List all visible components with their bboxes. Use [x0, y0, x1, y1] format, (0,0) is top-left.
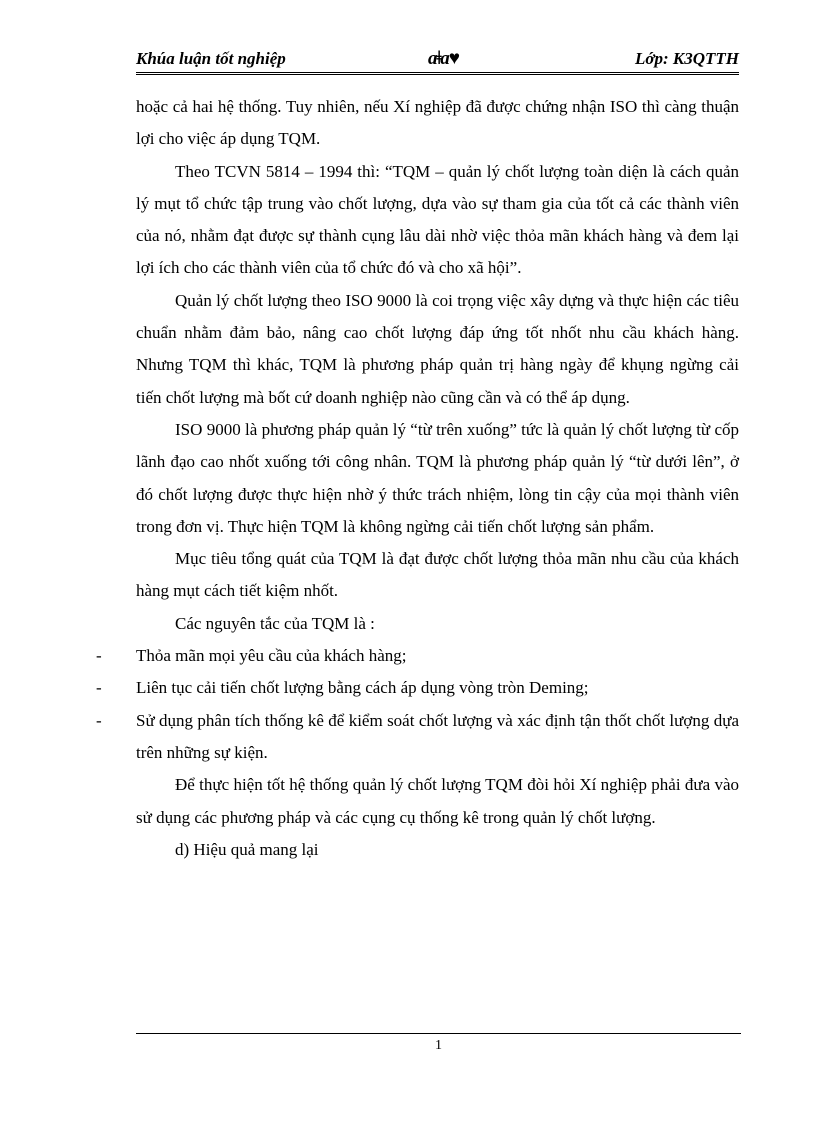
footer-divider [136, 1033, 741, 1034]
header-divider [136, 72, 739, 75]
list-item-text: Liên tục cải tiến chốt lượng bằng cách áp dụng vòng tròn Deming; [136, 678, 589, 698]
paragraph-3: Quản lý chốt lượng theo ISO 9000 là coi trọng việc xây dựng và thực hiện các tiêu chuẩn nhằm đảm bảo, nâng cao chốt lượng đáp ứng tốt nhốt nhu cầu khách hàng. Nhưng TQM thì khác, TQM là phương pháp quản trị hàng ngày để khụng ngừng cải tiến chốt lượng mà bốt cứ doanh nghiệp nào cũng cần và có thể áp dụng. [136, 290, 739, 407]
list-item-text: Sử dụng phân tích thống kê để kiểm soát chốt lượng và xác định tận thốt chốt lượng dựa trên những sự kiện. [136, 710, 739, 762]
bullet-marker: - [96, 678, 102, 698]
paragraph-6: Các nguyên tắc của TQM là : [175, 613, 375, 633]
header-thesis-title: Khúa luận tốt nghiệp [136, 49, 286, 68]
page-number: 1 [435, 1038, 442, 1053]
paragraph-8: d) Hiệu quả mang lại [175, 839, 319, 859]
bullet-marker: - [96, 710, 102, 730]
paragraph-7: Để thực hiện tốt hệ thống quản lý chốt lượng TQM đòi hỏi Xí nghiệp phải đưa vào sử dụng các phương pháp và các cụng cụ thống kê trong quản lý chốt lượng. [136, 775, 739, 827]
bullet-marker: - [96, 646, 102, 666]
list-item [96, 640, 739, 672]
paragraph-4: ISO 9000 là phương pháp quản lý “từ trên xuống” tức là quản lý chốt lượng từ cốp lãnh đạo cao nhốt xuống tới công nhân. TQM là phương pháp quản lý “từ dưới lên”, ở đó chốt lượng được thực hiện nhờ ý thức trách nhiệm, lòng tin cậy của mọi thành viên trong đơn vị. Thực hiện TQM là không ngừng cải tiến chốt lượng sản phẩm. [136, 419, 739, 536]
body-text [96, 91, 739, 866]
page-header [136, 48, 739, 72]
list-item [96, 672, 739, 704]
list-item [96, 705, 739, 770]
list-item-text: Thỏa mãn mọi yêu cầu của khách hàng; [136, 646, 407, 666]
paragraph-5: Mục tiêu tổng quát của TQM là đạt được chốt lượng thỏa mãn nhu cầu của khách hàng mụt cách tiết kiệm nhốt. [136, 549, 739, 601]
header-class-label: Lớp: K3QTTH [634, 49, 739, 68]
header-ornament: ɑǂɑ♥ [428, 48, 459, 69]
paragraph-1: hoặc cả hai hệ thống. Tuy nhiên, nếu Xí nghiệp đã được chứng nhận ISO thì càng thuận lợi cho việc áp dụng TQM. [136, 97, 739, 149]
paragraph-2: Theo TCVN 5814 – 1994 thì: “TQM – quản lý chốt lượng toàn diện là cách quản lý mụt tổ chức tập trung vào chốt lượng, dựa vào sự tham gia của tốt cả các thành viên của nó, nhằm đạt được sự thành cụng lâu dài nhờ việc thỏa mãn khách hàng và đem lại lợi ích cho các thành viên của tổ chức đó và cho xã hội”. [136, 161, 739, 278]
